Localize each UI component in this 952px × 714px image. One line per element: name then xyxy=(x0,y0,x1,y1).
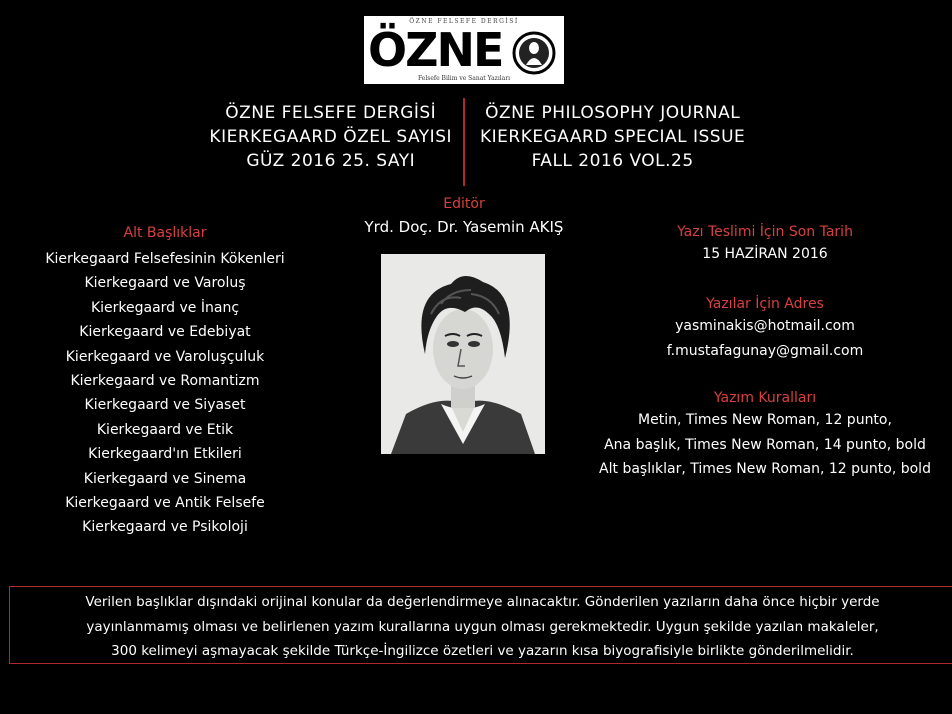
editor-label: Editör xyxy=(443,196,485,212)
address-heading: Yazılar İçin Adres xyxy=(706,296,824,313)
list-item: Kierkegaard ve Psikoloji xyxy=(82,519,248,536)
journal-logo xyxy=(364,16,564,84)
logo-wordmark: ÖZNE xyxy=(368,23,503,77)
logo-top-text: ÖZNE FELSEFE DERGİSİ xyxy=(409,18,519,25)
logo-emblem-icon xyxy=(512,31,556,75)
email-address: f.mustafagunay@gmail.com xyxy=(666,342,864,359)
editor-name: Yrd. Doç. Dr. Yasemin AKIŞ xyxy=(364,218,564,236)
title-turkish xyxy=(209,101,452,173)
submission-info xyxy=(560,222,952,506)
subtopics-heading: Alt Başlıklar xyxy=(123,225,207,241)
list-item: Kierkegaard ve Sinema xyxy=(83,470,247,487)
list-item: Kierkegaard ve Etik xyxy=(96,421,234,438)
logo-bottom-text: Felsefe Bilim ve Sanat Yazıları xyxy=(417,75,511,82)
list-item: Kierkegaard ve Antik Felsefe xyxy=(65,495,265,512)
submission-notice xyxy=(9,586,952,664)
list-item: Kierkegaard Felsefesinin Kökenleri xyxy=(45,251,285,267)
title-left-line: ÖZNE FELSEFE DERGİSİ xyxy=(225,103,437,123)
kierkegaard-portrait xyxy=(381,254,545,454)
subtopics-section xyxy=(20,223,310,540)
list-item: Kierkegaard ve Siyaset xyxy=(84,397,246,414)
rules-section xyxy=(560,388,952,481)
rule-line: Metin, Times New Roman, 12 punto, xyxy=(638,412,892,429)
rule-line: Alt başlıklar, Times New Roman, 12 punto, bold xyxy=(599,461,931,478)
rule-line: Ana başlık, Times New Roman, 14 punto, bold xyxy=(604,436,926,453)
list-item: Kierkegaard ve Varoluşçuluk xyxy=(65,348,265,365)
deadline-section xyxy=(560,222,952,266)
list-item: Kierkegaard ve Varoluş xyxy=(84,275,246,292)
title-left-line: GÜZ 2016 25. SAYI xyxy=(246,151,416,171)
list-item: Kierkegaard'ın Etkileri xyxy=(88,446,242,463)
list-item: Kierkegaard ve İnanç xyxy=(90,299,240,316)
title-left-line: KIERKEGAARD ÖZEL SAYISI xyxy=(209,127,452,147)
title-divider xyxy=(463,98,465,186)
notice-line: yayınlanmamış olması ve belirlenen yazım kurallarına uygun olması gerekmektedir. Uygun şekilde yazılan makaleler, xyxy=(86,618,879,635)
notice-line: Verilen başlıklar dışındaki orijinal konular da değerlendirmeye alınacaktır. Gönderilen yazıların daha önce hiçbir yerde xyxy=(85,594,880,610)
title-right-line: KIERKEGAARD SPECIAL ISSUE xyxy=(480,127,746,147)
list-item: Kierkegaard ve Romantizm xyxy=(70,373,260,390)
rules-heading: Yazım Kuralları xyxy=(713,390,817,407)
title-right-line: FALL 2016 VOL.25 xyxy=(531,151,694,171)
title-right-line: ÖZNE PHILOSOPHY JOURNAL xyxy=(485,103,741,123)
title-english xyxy=(480,101,745,173)
list-item: Kierkegaard ve Edebiyat xyxy=(79,324,251,341)
deadline-value: 15 HAZİRAN 2016 xyxy=(702,246,828,262)
notice-line: 300 kelimeyi aşmayacak şekilde Türkçe-İngilizce özetleri ve yazarın kısa biyografisiyle birlikte gönderilmelidir. xyxy=(111,643,854,659)
address-section xyxy=(560,294,952,363)
deadline-heading: Yazı Teslimi İçin Son Tarih xyxy=(677,224,853,240)
email-address: yasminakis@hotmail.com xyxy=(675,318,855,335)
portrait-sketch-icon xyxy=(381,254,545,454)
